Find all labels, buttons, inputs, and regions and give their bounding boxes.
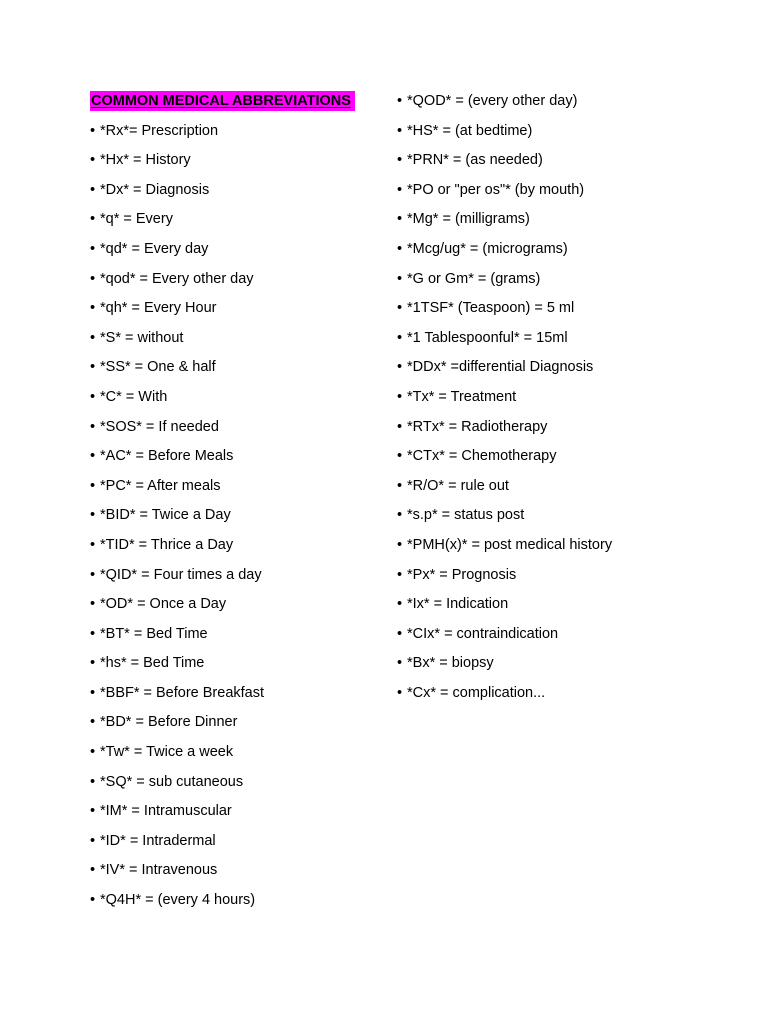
list-item xyxy=(90,146,390,176)
list-item xyxy=(397,265,757,295)
abbreviation-text: *Dx* = Diagnosis xyxy=(100,181,210,198)
bullet-icon: • xyxy=(90,832,96,849)
abbreviation-text: *IV* = Intravenous xyxy=(100,862,218,879)
right-column-list xyxy=(397,87,757,708)
bullet-icon: • xyxy=(90,477,96,494)
list-item xyxy=(90,679,390,709)
abbreviation-text: *Tw* = Twice a week xyxy=(100,744,234,761)
abbreviation-text: *s.p* = status post xyxy=(407,507,525,524)
abbreviation-text: *SQ* = sub cutaneous xyxy=(100,773,244,790)
list-item xyxy=(397,176,757,206)
list-item xyxy=(397,531,757,561)
abbreviation-text: *AC* = Before Meals xyxy=(100,448,234,465)
abbreviation-text: *CTx* = Chemotherapy xyxy=(407,448,557,465)
bullet-icon: • xyxy=(90,152,96,169)
list-item xyxy=(397,472,757,502)
abbreviation-text: *Rx*= Prescription xyxy=(100,122,219,139)
bullet-icon: • xyxy=(90,625,96,642)
list-item xyxy=(90,827,390,857)
heading-highlight: COMMON MEDICAL ABBREVIATIONS xyxy=(90,91,355,111)
list-item xyxy=(90,324,390,354)
bullet-icon: • xyxy=(90,359,96,376)
list-item xyxy=(90,590,390,620)
list-item xyxy=(397,413,757,443)
list-item xyxy=(90,531,390,561)
list-item xyxy=(90,797,390,827)
bullet-icon: • xyxy=(397,655,403,672)
list-item xyxy=(397,590,757,620)
abbreviation-text: *R/O* = rule out xyxy=(407,477,509,494)
list-item xyxy=(397,679,757,709)
list-item xyxy=(397,501,757,531)
bullet-icon: • xyxy=(90,596,96,613)
list-item xyxy=(397,294,757,324)
list-item xyxy=(397,561,757,591)
abbreviation-text: *ID* = Intradermal xyxy=(100,832,216,849)
list-item xyxy=(90,176,390,206)
bullet-icon: • xyxy=(90,773,96,790)
list-item xyxy=(397,117,757,147)
abbreviation-text: *Q4H* = (every 4 hours) xyxy=(100,892,256,909)
bullet-icon: • xyxy=(90,507,96,524)
abbreviation-text: *PRN* = (as needed) xyxy=(407,152,543,169)
bullet-icon: • xyxy=(397,418,403,435)
abbreviation-text: *SOS* = If needed xyxy=(100,418,219,435)
list-item xyxy=(90,353,390,383)
list-item xyxy=(397,235,757,265)
bullet-icon: • xyxy=(397,448,403,465)
list-item xyxy=(397,87,757,117)
list-item xyxy=(90,294,390,324)
bullet-icon: • xyxy=(397,566,403,583)
document-heading xyxy=(90,87,355,117)
list-item xyxy=(397,649,757,679)
bullet-icon: • xyxy=(397,270,403,287)
list-item xyxy=(90,620,390,650)
bullet-icon: • xyxy=(397,507,403,524)
bullet-icon: • xyxy=(397,388,403,405)
bullet-icon: • xyxy=(90,803,96,820)
abbreviation-text: *hs* = Bed Time xyxy=(100,655,205,672)
bullet-icon: • xyxy=(397,329,403,346)
bullet-icon: • xyxy=(90,448,96,465)
left-column-list xyxy=(90,87,390,916)
list-item xyxy=(90,413,390,443)
abbreviation-text: *S* = without xyxy=(100,329,184,346)
bullet-icon: • xyxy=(90,300,96,317)
bullet-icon: • xyxy=(90,536,96,553)
bullet-icon: • xyxy=(90,211,96,228)
abbreviation-text: *q* = Every xyxy=(100,211,173,228)
abbreviation-text: *RTx* = Radiotherapy xyxy=(407,418,548,435)
bullet-icon: • xyxy=(397,300,403,317)
bullet-icon: • xyxy=(397,596,403,613)
bullet-icon: • xyxy=(90,270,96,287)
abbreviation-text: *Px* = Prognosis xyxy=(407,566,517,583)
bullet-icon: • xyxy=(90,566,96,583)
bullet-icon: • xyxy=(397,477,403,494)
abbreviation-text: *Tx* = Treatment xyxy=(407,388,517,405)
bullet-icon: • xyxy=(397,181,403,198)
bullet-icon: • xyxy=(397,536,403,553)
list-item xyxy=(90,442,390,472)
abbreviation-text: *C* = With xyxy=(100,388,168,405)
list-item xyxy=(397,353,757,383)
list-item xyxy=(90,768,390,798)
abbreviation-text: *BT* = Bed Time xyxy=(100,625,208,642)
abbreviation-text: *Mg* = (milligrams) xyxy=(407,211,530,228)
list-item xyxy=(90,265,390,295)
bullet-icon: • xyxy=(397,240,403,257)
list-item xyxy=(397,442,757,472)
abbreviation-text: *BID* = Twice a Day xyxy=(100,507,231,524)
abbreviation-text: *qh* = Every Hour xyxy=(100,300,217,317)
list-item xyxy=(397,620,757,650)
bullet-icon: • xyxy=(90,418,96,435)
abbreviation-text: *G or Gm* = (grams) xyxy=(407,270,541,287)
abbreviation-text: *1TSF* (Teaspoon) = 5 ml xyxy=(407,300,575,317)
abbreviation-text: *IM* = Intramuscular xyxy=(100,803,232,820)
bullet-icon: • xyxy=(90,240,96,257)
abbreviation-text: *CIx* = contraindication xyxy=(407,625,559,642)
abbreviation-text: *Mcg/ug* = (micrograms) xyxy=(407,240,568,257)
abbreviation-text: *PMH(x)* = post medical history xyxy=(407,536,613,553)
abbreviation-text: *QOD* = (every other day) xyxy=(407,93,578,109)
bullet-icon: • xyxy=(90,655,96,672)
abbreviation-text: *DDx* =differential Diagnosis xyxy=(407,359,594,376)
list-item xyxy=(90,205,390,235)
list-item xyxy=(90,738,390,768)
bullet-icon: • xyxy=(397,152,403,169)
bullet-icon: • xyxy=(90,122,96,139)
list-item xyxy=(397,324,757,354)
list-item xyxy=(90,383,390,413)
bullet-icon: • xyxy=(397,684,403,701)
abbreviation-text: *PC* = After meals xyxy=(100,477,221,494)
bullet-icon: • xyxy=(397,625,403,642)
abbreviation-text: *1 Tablespoonful* = 15ml xyxy=(407,329,568,346)
abbreviation-text: *Ix* = Indication xyxy=(407,596,509,613)
list-item xyxy=(90,235,390,265)
abbreviation-text: *qd* = Every day xyxy=(100,240,209,257)
bullet-icon: • xyxy=(90,892,96,909)
abbreviation-text: *BD* = Before Dinner xyxy=(100,714,238,731)
list-item xyxy=(90,856,390,886)
bullet-icon: • xyxy=(397,359,403,376)
abbreviation-text: *OD* = Once a Day xyxy=(100,596,227,613)
abbreviation-text: *TID* = Thrice a Day xyxy=(100,536,234,553)
abbreviation-text: *SS* = One & half xyxy=(100,359,216,376)
abbreviation-text: *Cx* = complication... xyxy=(407,684,546,701)
list-item xyxy=(90,501,390,531)
list-item xyxy=(397,146,757,176)
heading-row xyxy=(90,87,390,117)
abbreviation-text: *qod* = Every other day xyxy=(100,270,254,287)
abbreviation-text: *HS* = (at bedtime) xyxy=(407,122,533,139)
bullet-icon: • xyxy=(397,211,403,228)
abbreviation-text: *PO or "per os"* (by mouth) xyxy=(407,181,585,198)
bullet-icon: • xyxy=(90,684,96,701)
list-item xyxy=(397,205,757,235)
abbreviation-text: *Hx* = History xyxy=(100,152,191,169)
list-item xyxy=(90,886,390,916)
list-item xyxy=(90,708,390,738)
bullet-icon: • xyxy=(90,862,96,879)
list-item xyxy=(90,561,390,591)
abbreviation-text: *BBF* = Before Breakfast xyxy=(100,684,265,701)
bullet-icon: • xyxy=(397,93,403,109)
bullet-icon: • xyxy=(90,181,96,198)
list-item xyxy=(90,649,390,679)
bullet-icon: • xyxy=(90,744,96,761)
list-item xyxy=(397,383,757,413)
bullet-icon: • xyxy=(397,122,403,139)
list-item xyxy=(90,117,390,147)
bullet-icon: • xyxy=(90,329,96,346)
list-item xyxy=(90,472,390,502)
abbreviation-text: *QID* = Four times a day xyxy=(100,566,262,583)
bullet-icon: • xyxy=(90,714,96,731)
abbreviation-text: *Bx* = biopsy xyxy=(407,655,494,672)
bullet-icon: • xyxy=(90,388,96,405)
